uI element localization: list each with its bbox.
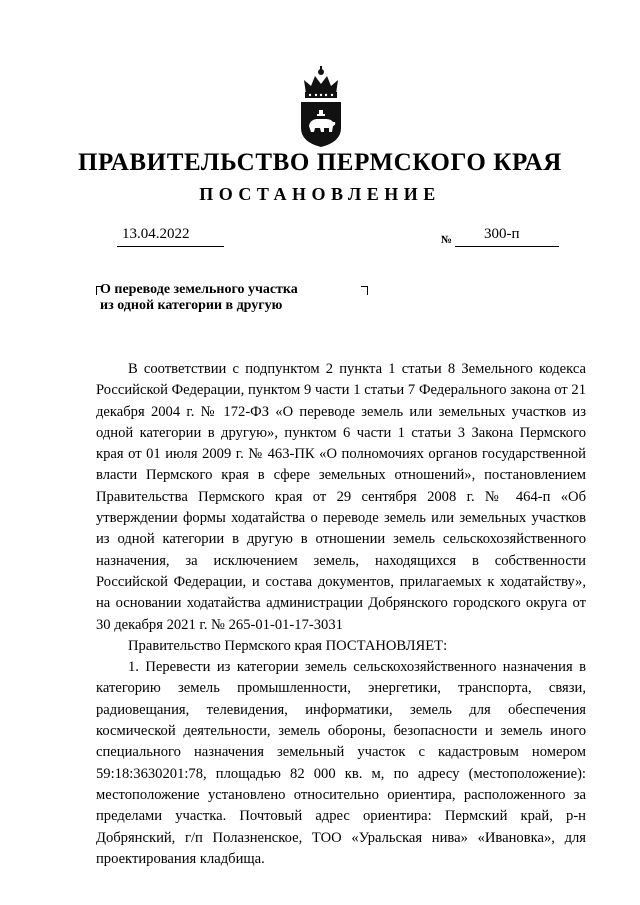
number-underline <box>455 246 559 247</box>
document-date: 13.04.2022 <box>122 226 190 242</box>
number-sign: № <box>441 234 453 246</box>
document-subject <box>100 282 360 314</box>
paragraph-item-1: 1. Перевести из категории земель сельскохозяйственного назначения в категорию земель промышленности, энергетики, транспорта, связи, радиовещания, телевидения, информатики, земель для обеспечения космической деятельности, земель обороны, безопасности и земель иного специального назначения земельный участок с кадастровым номером 59:18:3630201:78, площадью 82 000 кв. м, по адресу (местоположение): местоположение установлено относительно ориентира, расположенного за пределами участка. Почтовый адрес ориентира: Пермский край, р-н Добрянский, г/п Полазненское, ТОО «Уральская нива» «Ивановка», для проектирования кладбища. <box>96 659 586 867</box>
paragraph-preamble: В соответствии с подпунктом 2 пункта 1 статьи 8 Земельного кодекса Российской Федерации, пунктом 9 части 1 статьи 7 Федерального закона от 21 декабря 2004 г. № 172-ФЗ «О переводе земель или земельных участков из одной категории в другую», пунктом 6 части 1 статьи 3 Закона Пермского края от 01 июля 2009 г. № 463-ПК «О полномочиях органов государственной власти Пермского края в сфере земельных отношений», постановлением Правительства Пермского края от 29 сентября 2008 г. № 464-п «Об утверждении формы ходатайства о переводе земель или земельных участков из одной категории в другую в отношении земель сельскохозяйственного назначения, за исключением земель, находящихся в собственности Российской Федерации, и состава документов, прилагаемых к ходатайству», на основании ходатайства администрации Добрянского городского округа от 30 декабря 2021 г. № 265-01-01-17-3031 <box>96 361 586 633</box>
document-number: 300-п <box>484 226 520 242</box>
subject-line-1: О переводе земельного участка <box>100 282 298 297</box>
subject-line-2: из одной категории в другую <box>100 298 283 313</box>
subject-corner-right <box>361 286 368 295</box>
perm-krai-coat-of-arms-icon <box>298 64 344 148</box>
date-underline <box>117 246 224 247</box>
document-type: ПОСТАНОВЛЕНИЕ <box>199 184 441 204</box>
paragraph-resolves: Правительство Пермского края ПОСТАНОВЛЯЕТ: <box>128 637 448 654</box>
document-body <box>96 359 586 870</box>
organization-title: ПРАВИТЕЛЬСТВО ПЕРМСКОГО КРАЯ <box>78 149 562 176</box>
